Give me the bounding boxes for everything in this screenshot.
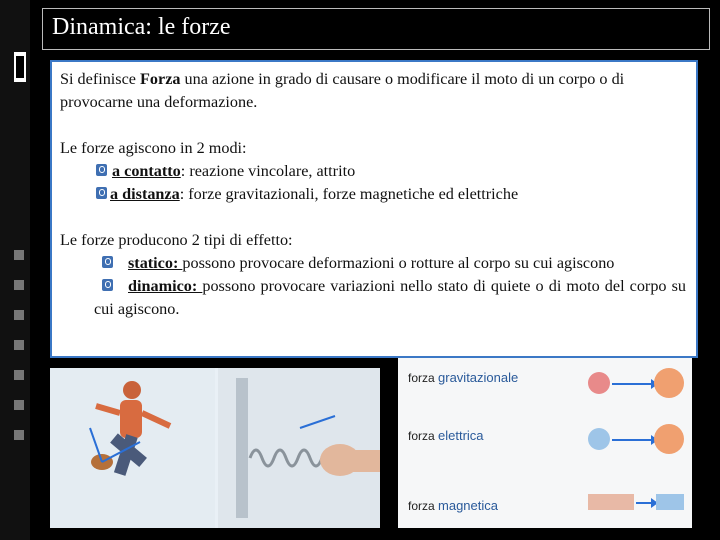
effects-heading: Le forze producono 2 tipi di effetto: (60, 231, 293, 249)
magnet-icon (588, 494, 634, 510)
bullet-icon (96, 164, 107, 176)
left-decor-block (14, 52, 26, 82)
mode-term: a distanza (110, 185, 180, 203)
contact-forces-illustration (50, 368, 380, 528)
bullet-icon (102, 279, 113, 291)
intro-paragraph (60, 68, 686, 114)
effect-term: statico: (128, 254, 183, 272)
content-box (50, 60, 698, 358)
decor-square (14, 340, 24, 350)
decor-square (14, 370, 24, 380)
mode-item (60, 160, 686, 183)
mass-ball-icon (588, 372, 610, 394)
distance-forces-illustration (398, 358, 692, 528)
effect-text: possono provocare deformazioni o rotture al corpo su cui agiscono (182, 254, 615, 272)
slide-title: Dinamica: le forze (52, 14, 231, 40)
modes-heading: Le forze agiscono in 2 modi: (60, 139, 247, 157)
decor-square (14, 430, 24, 440)
magnet-icon (656, 494, 684, 510)
kicker-and-spring-drawing (50, 368, 380, 528)
effect-term: dinamico: (128, 277, 203, 295)
effect-text: possono provocare variazioni nello stato di quiete o di moto del corpo su cui agiscono. (94, 277, 686, 318)
intro-bold-term: Forza (140, 70, 181, 88)
force-arrow-icon (636, 502, 652, 504)
intro-text-end: una azione in grado di causare o modificare il moto di un corpo o di provocarne una deformazione. (60, 70, 625, 111)
decor-square (14, 250, 24, 260)
force-row-label: forza magnetica (408, 498, 498, 513)
effect-item (60, 252, 686, 275)
mode-term: a contatto (112, 162, 181, 180)
force-row-label: forza gravitazionale (408, 370, 519, 385)
mode-text: : forze gravitazionali, forze magnetiche ed elettriche (179, 185, 519, 203)
bullet-icon (102, 256, 113, 268)
force-arrow-icon (612, 439, 652, 441)
decor-square (14, 310, 24, 320)
decor-square (14, 400, 24, 410)
charge-ball-icon (654, 424, 684, 454)
effect-item (60, 275, 686, 321)
force-arrow-icon (612, 383, 652, 385)
charge-ball-icon (588, 428, 610, 450)
mode-item (60, 183, 686, 206)
intro-text: Si definisce (60, 70, 141, 88)
bullet-icon (96, 187, 107, 199)
mass-ball-icon (654, 368, 684, 398)
left-decor-bar (0, 0, 30, 540)
decor-square (14, 280, 24, 290)
mode-text: : reazione vincolare, attrito (180, 162, 356, 180)
force-row-label: forza elettrica (408, 428, 484, 443)
